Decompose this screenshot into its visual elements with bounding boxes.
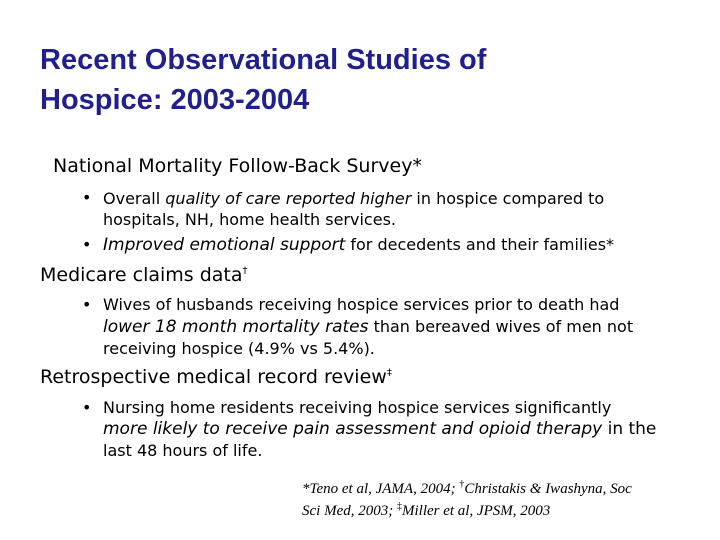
bullet-nursing-home-line-3: last 48 hours of life. (103, 441, 263, 460)
bullet-nursing-home-line-2: more likely to receive pain assessment and opioid therapy in the (103, 419, 657, 439)
section-heading-medicare: Medicare claims data† (40, 264, 248, 286)
slide-title (40, 40, 690, 120)
bullet-wives-line-3: receiving hospice (4.9% vs 5.4%). (103, 339, 375, 358)
bullet-wives-line-1: Wives of husbands receiving hospice services prior to death had (103, 295, 620, 314)
bullet-quality-of-care: Overall quality of care reported higher in hospice compared to (103, 189, 605, 208)
bullet-nursing-home-line-1: Nursing home residents receiving hospice services significantly (103, 398, 612, 417)
section-heading-medical-record: Retrospective medical record review‡ (40, 366, 392, 388)
bullet-marker: • (82, 188, 92, 207)
references-line-2: Sci Med, 2003; ‡Miller et al, JPSM, 2003 (302, 501, 551, 519)
slide-title-line-2: Hospice: 2003-2004 (40, 84, 310, 116)
bullet-emotional-support: Improved emotional support for decedents and their families* (103, 235, 615, 255)
section-heading-nmfs: National Mortality Follow-Back Survey* (53, 155, 422, 177)
slide-title-line-1: Recent Observational Studies of (40, 44, 487, 76)
bullet-quality-of-care-line-2: hospitals, NH, home health services. (103, 210, 396, 229)
bullet-marker: • (82, 295, 92, 314)
references-line-1: *Teno et al, JAMA, 2004; †Christakis & Iwashyna, Soc (302, 479, 632, 497)
bullet-marker: • (82, 235, 92, 254)
bullet-marker: • (82, 398, 92, 417)
references (302, 478, 632, 522)
bullet-wives-line-2: lower 18 month mortality rates than bereaved wives of men not (103, 317, 634, 337)
